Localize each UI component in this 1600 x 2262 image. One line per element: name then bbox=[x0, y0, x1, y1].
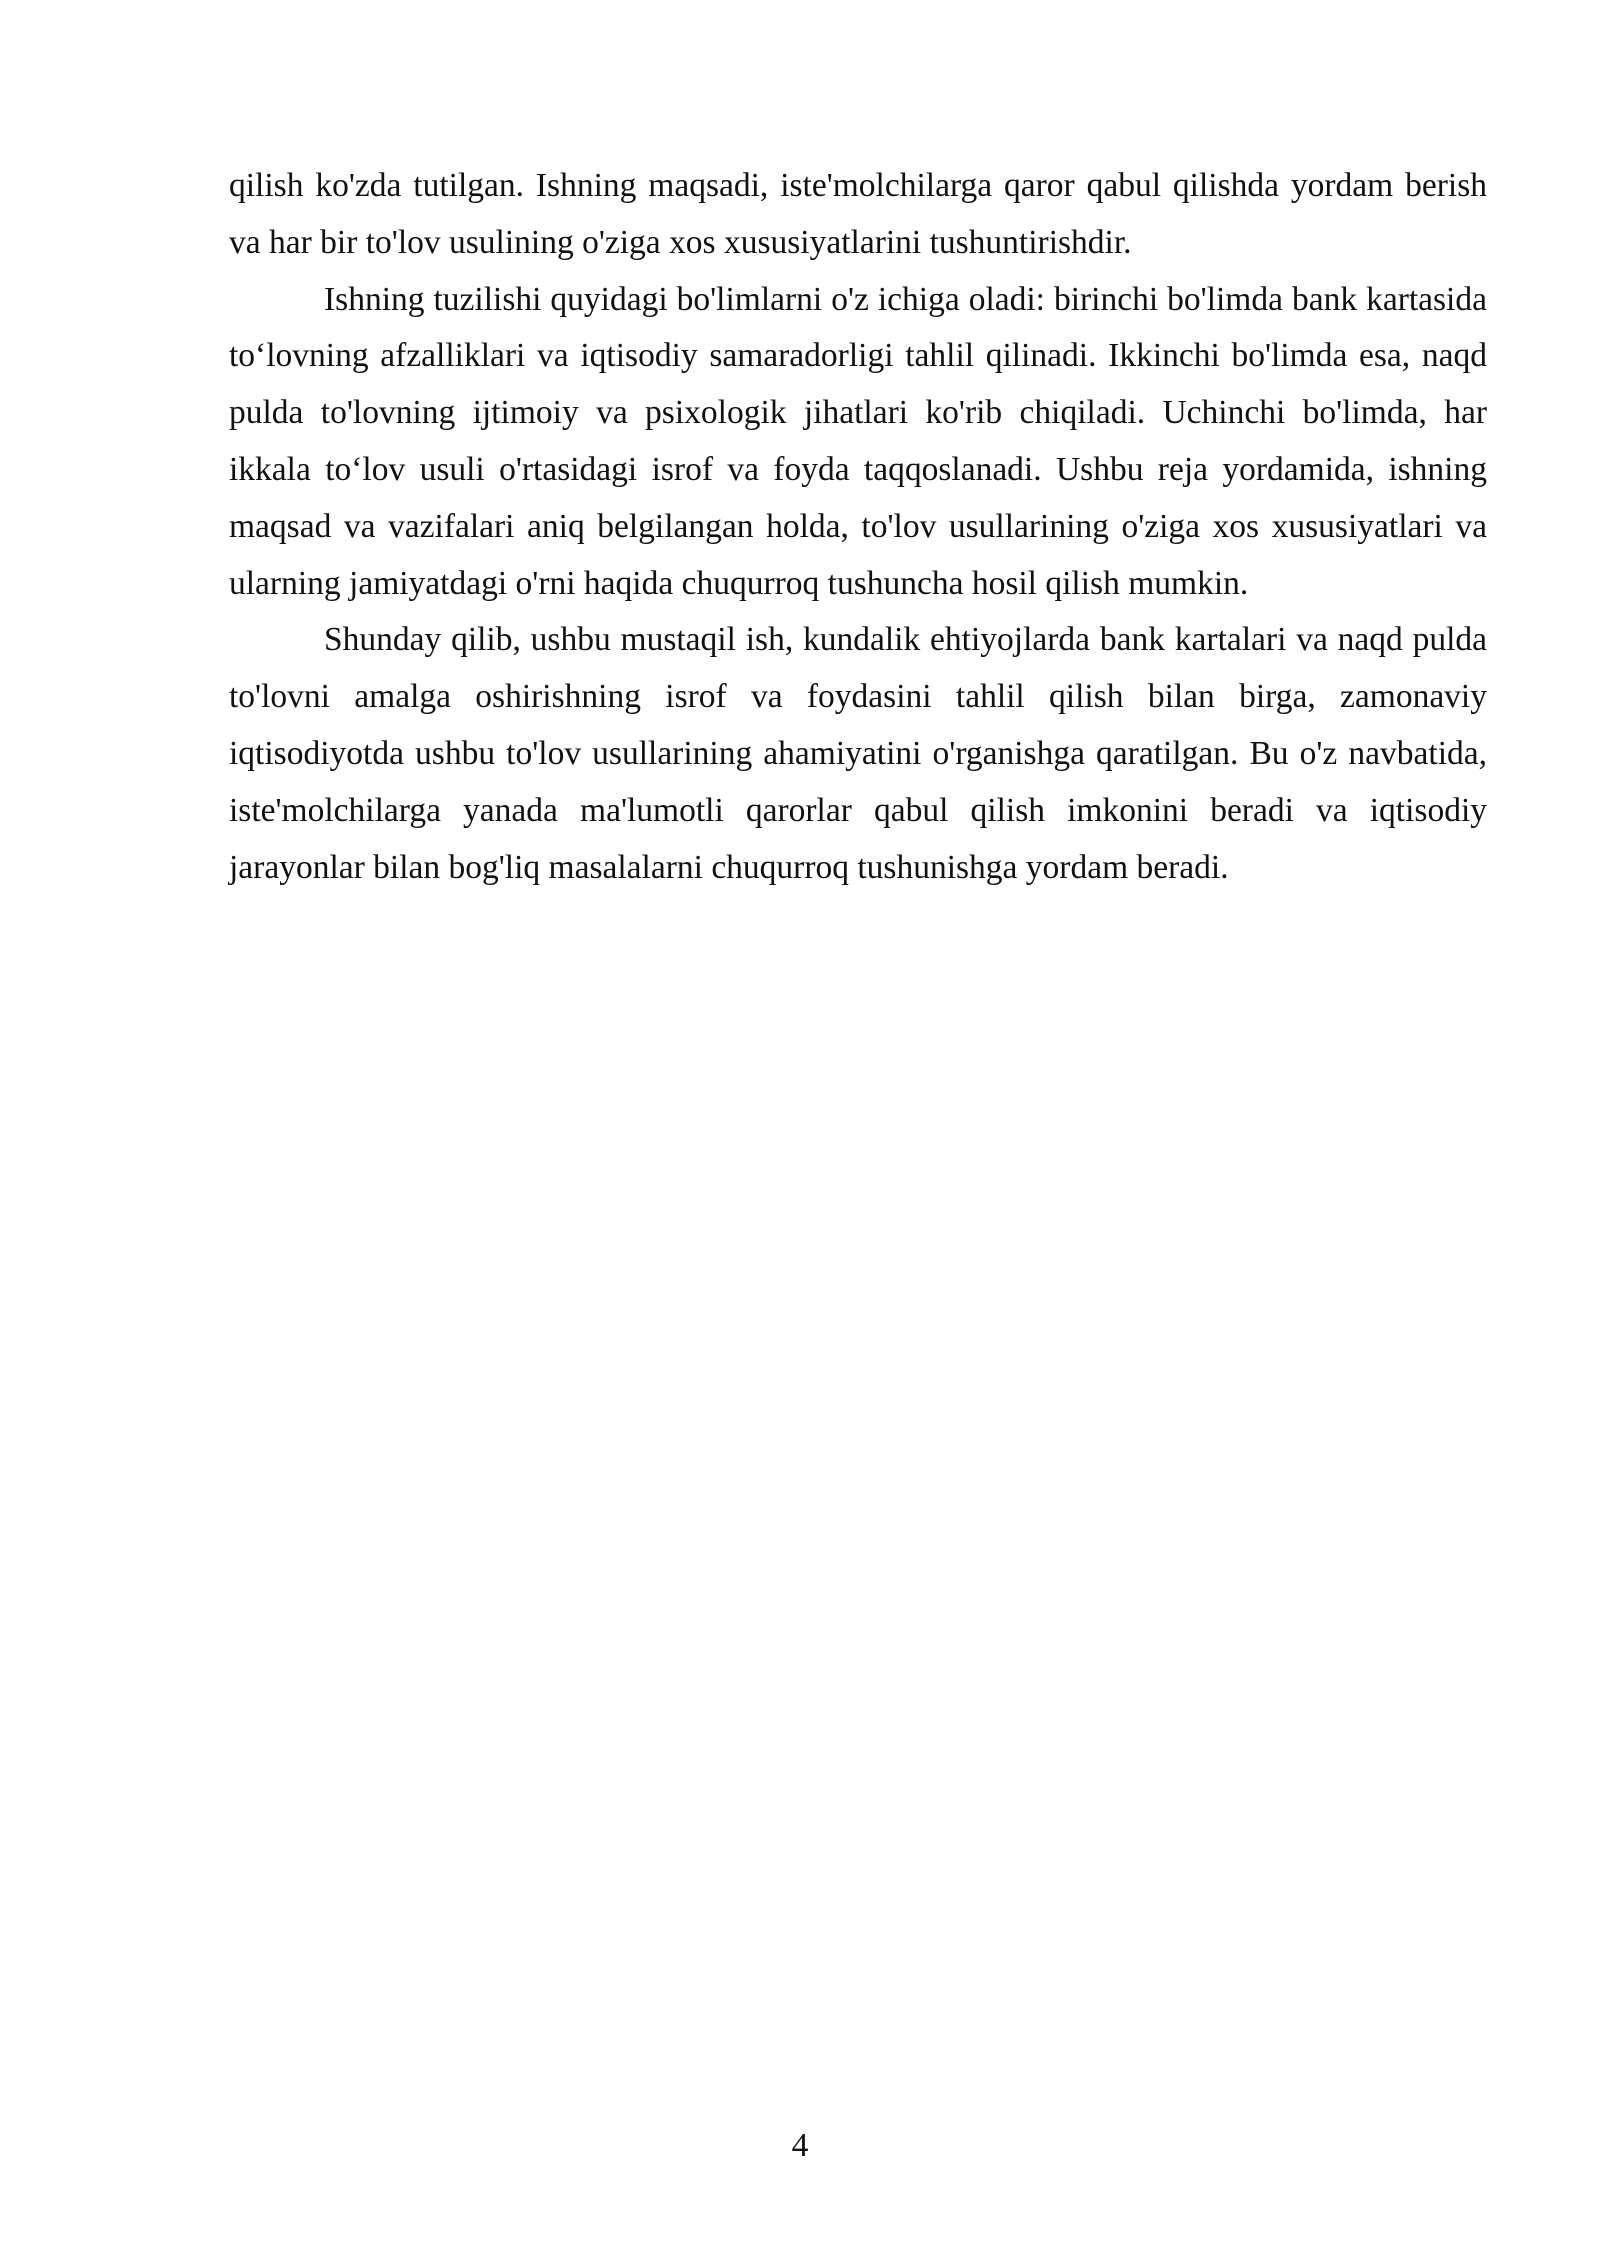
paragraph-structure: Ishning tuzilishi quyidagi bo'limlarni o'z ichiga oladi: birinchi bo'limda bank kartasida to‘lovning afzalliklari va iqtisodiy samaradorligi tahlil qilinadi. Ikkinchi bo'limda esa, naqd pulda to'lovning ijtimoiy va psixologik jihatlari ko'rib chiqiladi. Uchinchi bo'limda, har ikkala to‘lov usuli o'rtasidagi isrof va foyda taqqoslanadi. Ushbu reja yordamida, ishning maqsad va vazifalari aniq belgilangan holda, to'lov usullarining o'ziga xos xususiyatlari va ularning jamiyatdagi o'rni haqida chuqurroq tushuncha hosil qilish mumkin. bbox=[229, 280, 1487, 602]
body-text bbox=[229, 158, 1487, 896]
page-number: 4 bbox=[791, 2127, 809, 2164]
paragraph-continuation: qilish ko'zda tutilgan. Ishning maqsadi, iste'molchilarga qaror qabul qilishda yordam berish va har bir to'lov usulining o'ziga xos xususiyatlarini tushuntirishdir. bbox=[229, 167, 1487, 261]
paragraph-conclusion: Shunday qilib, ushbu mustaqil ish, kundalik ehtiyojlarda bank kartalari va naqd pulda to'lovni amalga oshirishning isrof va foydasini tahlil qilish bilan birga, zamonaviy iqtisodiyotda ushbu to'lov usullarining ahamiyatini o'rganishga qaratilgan. Bu o'z navbatida, iste'molchilarga yanada ma'lumotli qarorlar qabul qilish imkonini beradi va iqtisodiy jarayonlar bilan bog'liq masalalarni chuqurroq tushunishga yordam beradi. bbox=[229, 621, 1487, 886]
